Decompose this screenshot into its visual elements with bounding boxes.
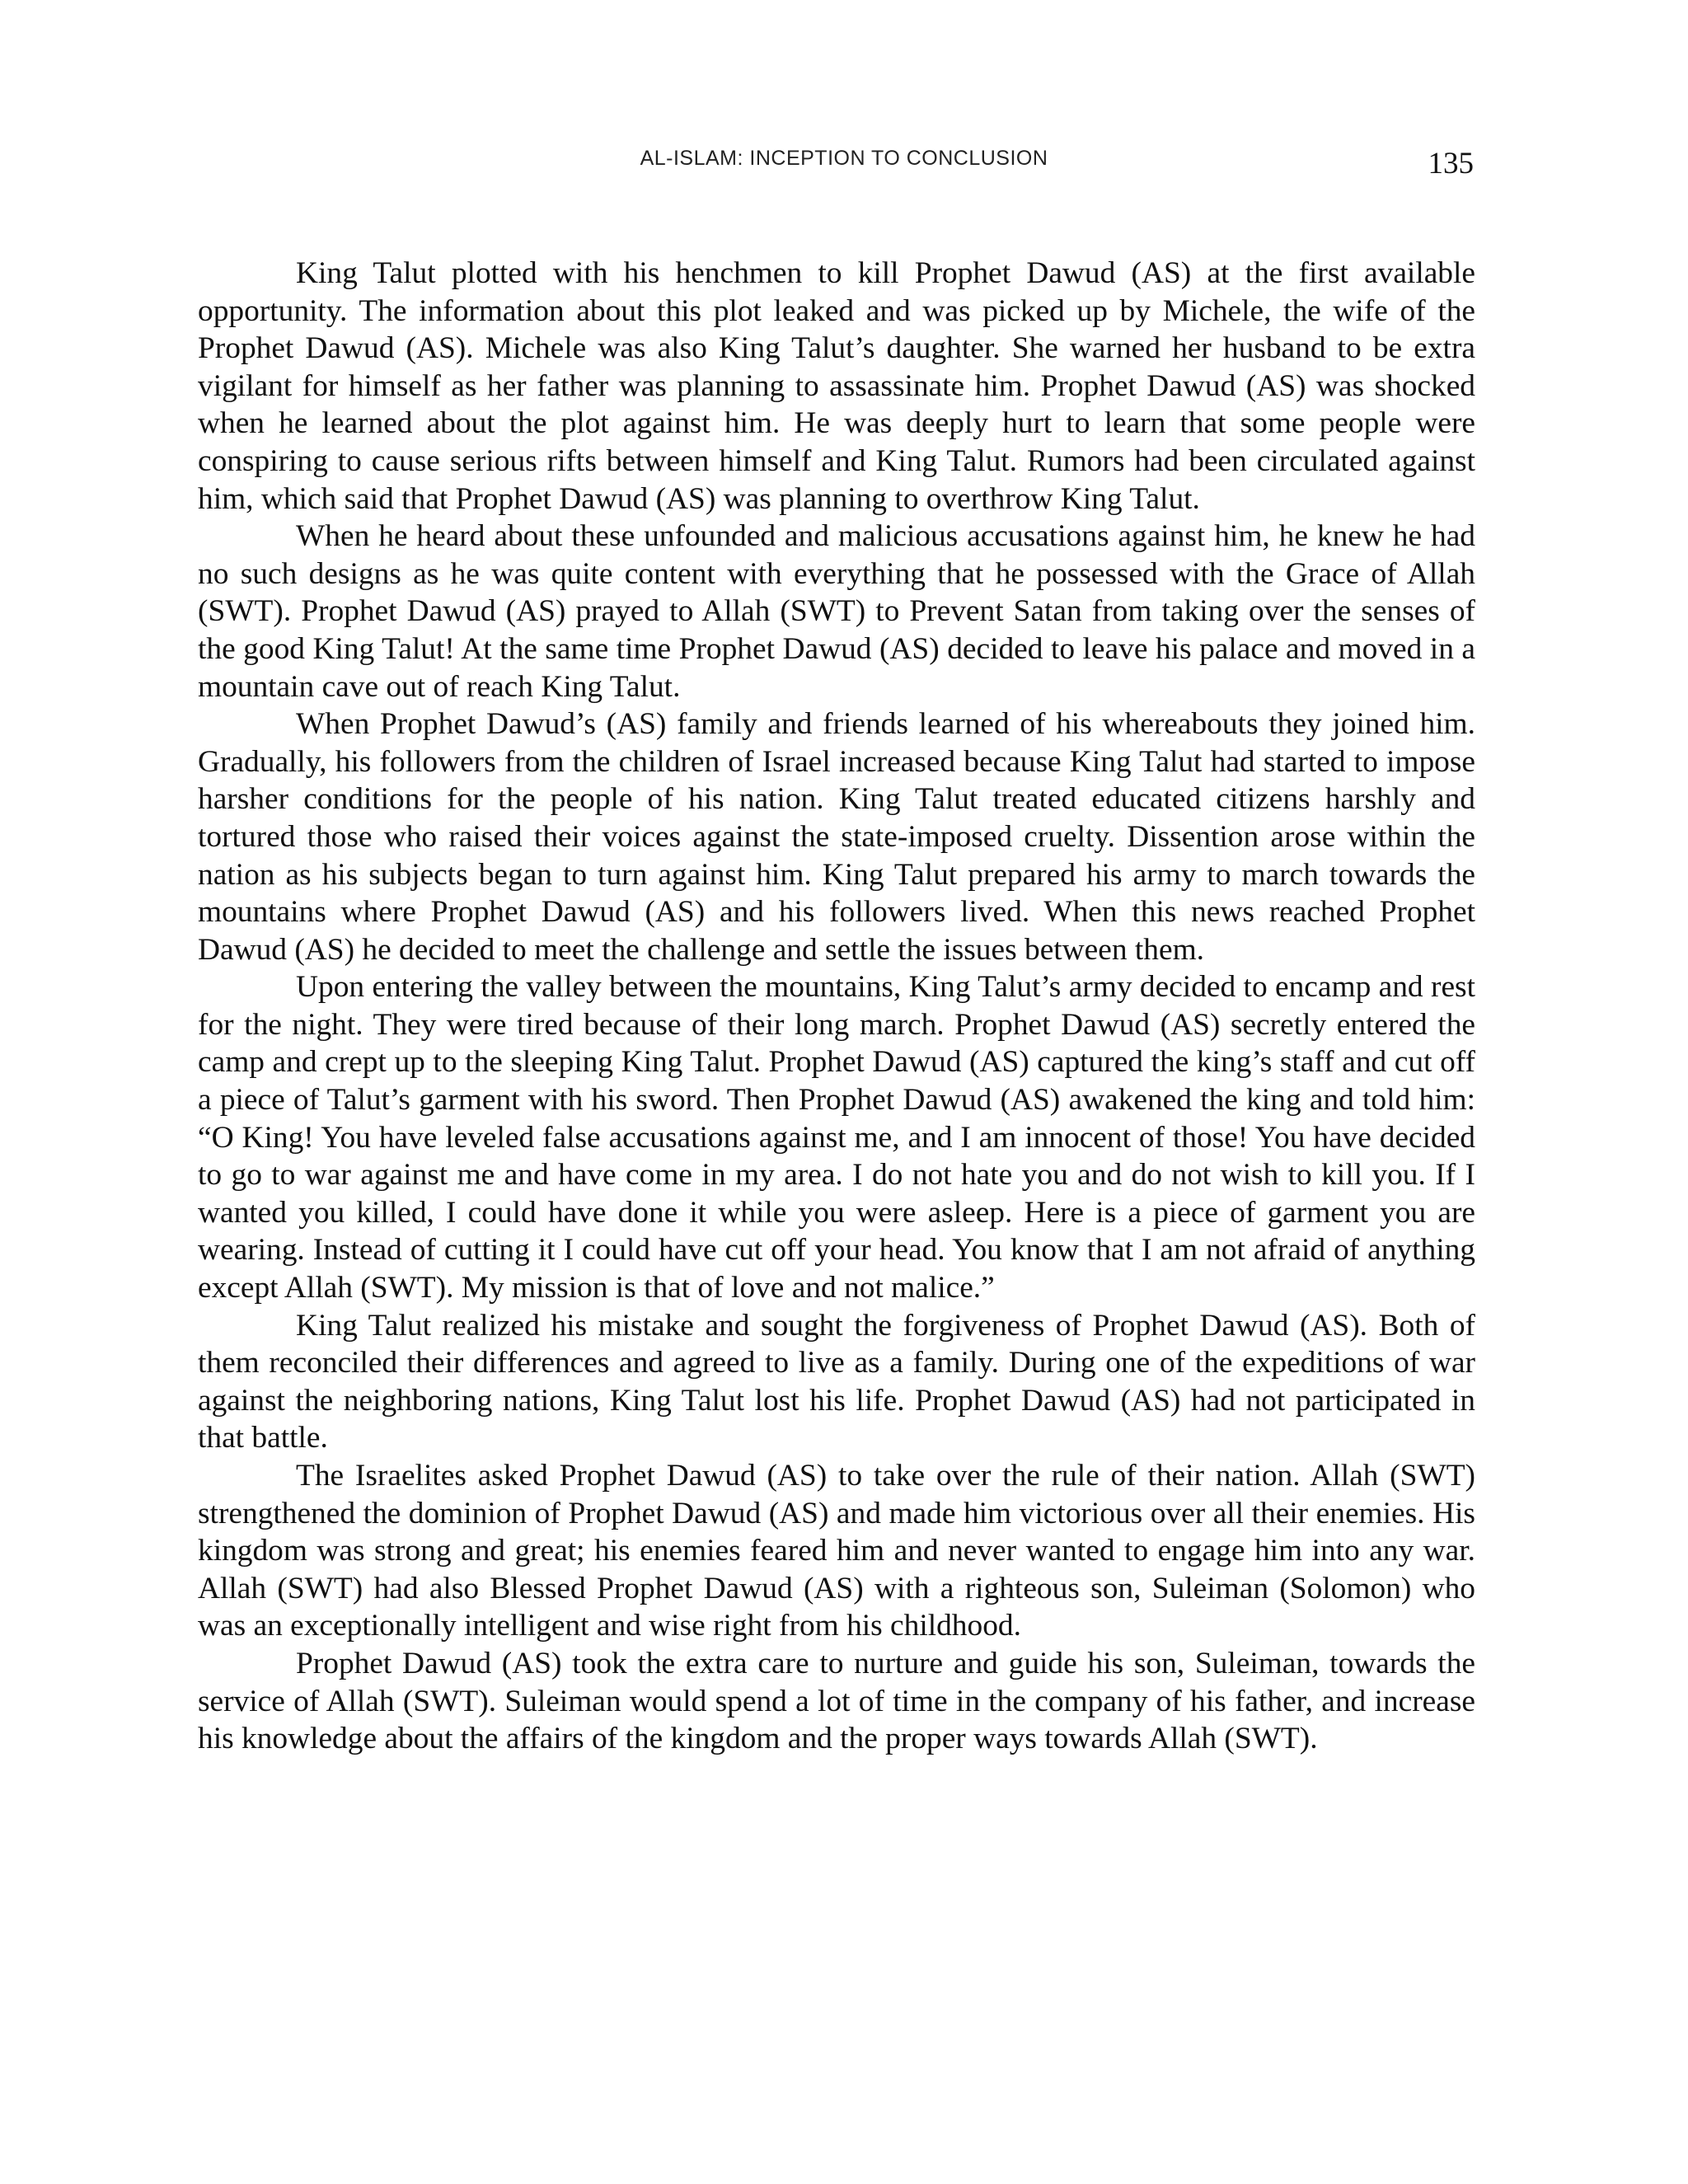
paragraph: Prophet Dawud (AS) took the extra care to nurture and guide his son, Suleiman, towards the service of Allah (SWT). Suleiman would spend a lot of time in the company of his father, and increase his knowledge about the affairs of the kingdom and the proper ways towards Allah (SWT). [198, 1646, 1475, 1756]
body-text [198, 255, 1475, 1758]
paragraph: Upon entering the valley between the mountains, King Talut’s army decided to encamp and rest for the night. They were tired because of their long march. Prophet Dawud (AS) secretly entered the camp and crept up to the sleeping King Talut. Prophet Dawud (AS) captured the king’s staff and cut off a piece of Talut’s garment with his sword. Then Prophet Dawud (AS) awakened the king and told him: “O King! You have leveled false accusations against me, and I am innocent of those! You have decided to go to war against me and have come in my area. I do not hate you and do not wish to kill you. If I wanted you killed, I could have done it while you were asleep. Here is a piece of garment you are wearing. Instead of cutting it I could have cut off your head. You know that I am not afraid of anything except Allah (SWT). My mission is that of love and not malice.” [198, 970, 1475, 1305]
paragraph: When he heard about these unfounded and malicious accusations against him, he knew he had no such designs as he was quite content with everything that he possessed with the Grace of Allah (SWT). Prophet Dawud (AS) prayed to Allah (SWT) to Prevent Satan from taking over the senses of the good King Talut! At the same time Prophet Dawud (AS) decided to leave his palace and moved in a mountain cave out of reach King Talut. [198, 519, 1475, 704]
paragraph: King Talut plotted with his henchmen to kill Prophet Dawud (AS) at the first available opportunity. The information about this plot leaked and was picked up by Michele, the wife of the Prophet Dawud (AS). Michele was also King Talut’s daughter. She warned her husband to be extra vigilant for himself as her father was planning to assassinate him. Prophet Dawud (AS) was shocked when he learned about the plot against him. He was deeply hurt to learn that some people were conspiring to cause serious rifts between himself and King Talut. Rumors had been circulated against him, which said that Prophet Dawud (AS) was planning to overthrow King Talut. [198, 256, 1475, 516]
running-head: AL-ISLAM: INCEPTION TO CONCLUSION [640, 147, 1048, 170]
paragraph: The Israelites asked Prophet Dawud (AS) to take over the rule of their nation. Allah (SWT) strengthened the dominion of Prophet Dawud (AS) and made him victorious over all their enemies. His kingdom was strong and great; his enemies feared him and never wanted to engage him into any war. Allah (SWT) had also Blessed Prophet Dawud (AS) with a righteous son, Suleiman (Solomon) who was an exceptionally intelligent and wise right from his childhood. [198, 1459, 1475, 1643]
page-number: 135 [1428, 147, 1474, 180]
paragraph: King Talut realized his mistake and sought the forgiveness of Prophet Dawud (AS). Both of them reconciled their differences and agreed to live as a family. During one of the expeditions of war against the neighboring nations, King Talut lost his life. Prophet Dawud (AS) had not participated in that battle. [198, 1308, 1475, 1455]
paragraph: When Prophet Dawud’s (AS) family and friends learned of his whereabouts they joined him. Gradually, his followers from the children of Israel increased because King Talut had started to impose harsher conditions for the people of his nation. King Talut treated educated citizens harshly and tortured those who raised their voices against the state-imposed cruelty. Dissention arose within the nation as his subjects began to turn against him. King Talut prepared his army to march towards the mountains where Prophet Dawud (AS) and his followers lived. When this news reached Prophet Dawud (AS) he decided to meet the challenge and settle the issues between them. [198, 707, 1475, 967]
